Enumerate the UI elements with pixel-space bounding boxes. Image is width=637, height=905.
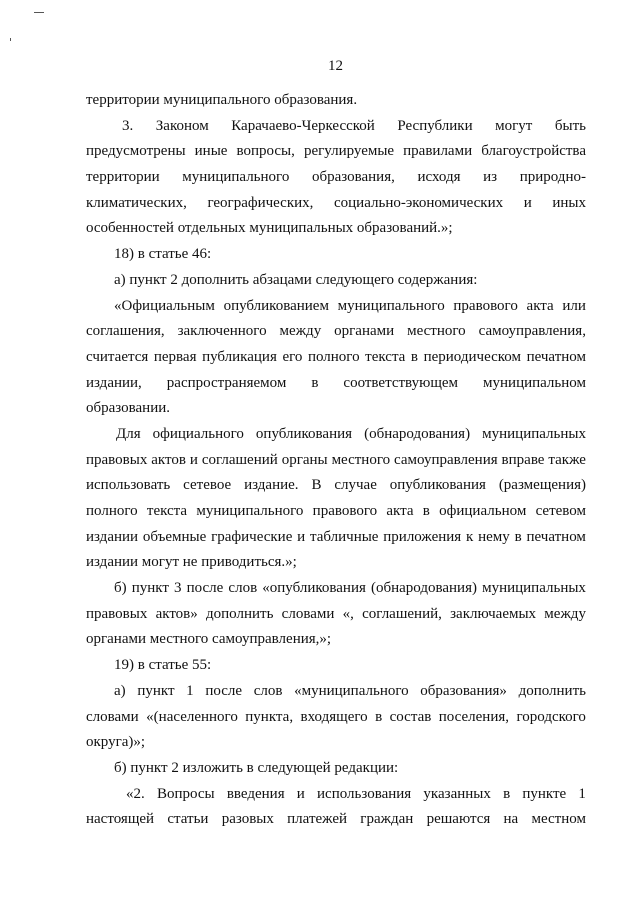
word: Законом	[155, 117, 209, 134]
word: слов	[253, 682, 283, 699]
word: в	[311, 374, 319, 391]
word: географических,	[207, 194, 314, 211]
text-line	[86, 139, 586, 165]
word: местном	[531, 811, 586, 828]
word: «Официальным	[114, 297, 215, 314]
word: В	[311, 477, 322, 494]
word: 3	[174, 580, 182, 597]
word: дополнить	[518, 682, 586, 699]
text-line	[86, 602, 586, 628]
word: пункте	[522, 785, 567, 802]
word: также	[548, 451, 586, 468]
word: (размещения)	[498, 477, 586, 494]
text-line: 19) в статье 55:	[114, 657, 212, 674]
text-line	[86, 525, 586, 551]
word: словами	[86, 708, 139, 725]
word: акта	[386, 503, 414, 519]
word: в	[410, 348, 419, 365]
word: нему	[478, 528, 510, 545]
text-line: территории муниципального образования.	[86, 92, 358, 108]
text-line: 18) в статье 46:	[114, 246, 212, 263]
word: дополнить	[206, 605, 274, 622]
word: приложения	[383, 528, 462, 545]
word: состав	[389, 708, 432, 725]
text-line	[86, 191, 586, 217]
word: полного	[307, 348, 360, 365]
word: Для	[116, 425, 141, 442]
word: слов	[228, 580, 258, 597]
word: объемные	[142, 528, 207, 545]
word: заключаемых	[450, 605, 537, 622]
word: введения	[226, 785, 285, 802]
text-line	[86, 371, 586, 397]
word: актов	[151, 451, 186, 468]
word: настоящей	[86, 811, 155, 828]
word: климатических,	[86, 194, 187, 211]
word: природно-	[519, 169, 586, 186]
word: органами	[334, 323, 395, 340]
word: публикация	[202, 348, 277, 365]
word: между	[279, 323, 322, 340]
word: или	[562, 297, 586, 314]
word: «муниципального	[294, 682, 409, 699]
word: (обнародования)	[364, 425, 471, 442]
word: случае	[334, 477, 377, 494]
text-line	[86, 782, 586, 808]
word: между	[544, 605, 586, 622]
word: органы	[281, 451, 328, 468]
word: разовых	[221, 811, 274, 828]
word: использовать	[86, 477, 171, 494]
word: муниципального	[196, 503, 304, 519]
text-line	[86, 165, 586, 191]
word: словами	[281, 605, 335, 622]
word: печатном	[526, 348, 586, 365]
word: опубликования	[389, 477, 486, 494]
word: иные	[194, 143, 228, 160]
text-line: б) пункт 2 изложить в следующей редакции:	[114, 759, 399, 776]
word: в	[375, 708, 383, 725]
word: графические	[211, 528, 293, 545]
word: входящего	[300, 708, 368, 725]
word: актов»	[155, 605, 198, 622]
word: правового	[312, 503, 378, 519]
word: «2.	[126, 785, 145, 802]
word: в	[422, 503, 430, 519]
word: периодическом	[423, 348, 521, 365]
word: 3.	[122, 117, 134, 134]
word: правового	[453, 297, 518, 314]
word: «опубликования	[262, 580, 366, 597]
word: Республики	[397, 117, 473, 134]
word: в	[503, 785, 511, 802]
word: опубликования	[255, 425, 353, 442]
word: текста	[365, 348, 406, 365]
word: и	[297, 528, 306, 545]
word: территории	[86, 169, 160, 186]
word: после	[205, 682, 243, 699]
word: местного	[331, 451, 391, 468]
word: использования	[317, 785, 412, 802]
word: правовых	[86, 605, 148, 622]
text-line	[86, 499, 586, 525]
word: опубликованием	[223, 297, 329, 314]
word: вправе	[501, 451, 545, 468]
word: правилами	[403, 143, 473, 160]
text-line: особенностей отдельных муниципальных образований.»;	[86, 220, 453, 237]
word: образования»	[420, 682, 507, 699]
word: сетевом	[535, 503, 586, 519]
text-line	[86, 114, 586, 140]
word: соглашений	[201, 451, 278, 468]
word: «(населенного	[146, 708, 238, 725]
word: муниципального	[182, 169, 290, 186]
word: и	[296, 785, 305, 802]
word: соглашений,	[362, 605, 442, 622]
word: иных	[552, 194, 586, 211]
word: «,	[342, 605, 354, 622]
word: правовых	[86, 451, 148, 468]
scan-mark	[34, 12, 44, 13]
text-line	[86, 448, 586, 474]
word: официального	[152, 425, 244, 442]
text-line	[86, 345, 586, 371]
text-line	[86, 473, 586, 499]
text-line	[86, 576, 586, 602]
word: 1	[578, 785, 586, 802]
word: текста	[146, 503, 188, 519]
text-line: округа)»;	[86, 734, 146, 751]
word: первая	[153, 348, 197, 365]
word: муниципальных	[482, 425, 586, 442]
word: табличные	[309, 528, 379, 545]
word: и	[523, 194, 532, 211]
word: (обнародования)	[370, 580, 477, 597]
document-body	[86, 88, 586, 833]
word: издание.	[244, 477, 299, 494]
word: заключенного	[177, 323, 267, 340]
word: соответствующем	[343, 374, 459, 391]
word: самоуправления	[394, 451, 498, 468]
text-line: а) пункт 2 дополнить абзацами следующего содержания:	[114, 271, 478, 288]
word: городского	[516, 708, 586, 725]
word: решаются	[426, 811, 491, 828]
scan-mark	[10, 38, 11, 41]
word: муниципальном	[483, 374, 586, 391]
word: полного	[86, 503, 138, 519]
text-line	[86, 679, 586, 705]
word: распространяемом	[166, 374, 287, 391]
word: вопросы,	[236, 143, 295, 160]
word: статьи	[167, 811, 209, 828]
word: из	[483, 169, 498, 186]
word: акта	[526, 297, 554, 314]
word: б)	[114, 580, 127, 597]
word: сетевое	[183, 477, 232, 494]
word: могут	[495, 117, 533, 134]
word: благоустройства	[481, 143, 586, 160]
text-line	[86, 422, 586, 448]
word: 1	[186, 682, 194, 699]
word: исходя	[417, 169, 461, 186]
word: на	[503, 811, 519, 828]
word: пункт	[137, 682, 175, 699]
word: Вопросы	[156, 785, 215, 802]
word: и	[189, 451, 198, 468]
word: издании,	[86, 374, 142, 391]
text-line: издании могут не приводиться.»;	[86, 554, 297, 571]
word: а)	[114, 682, 126, 699]
word: социально-экономических	[334, 194, 504, 211]
page-number: 12	[328, 58, 343, 74]
text-line: органами местного самоуправления,»;	[86, 631, 332, 648]
word: муниципального	[337, 297, 445, 314]
word: быть	[554, 117, 586, 134]
word: регулируемые	[303, 143, 395, 160]
word: после	[186, 580, 224, 597]
text-line	[86, 319, 586, 345]
word: предусмотрены	[86, 143, 186, 160]
word: платежей	[287, 811, 348, 828]
word: Карачаево-Черкесской	[231, 117, 375, 134]
word: пункта,	[245, 708, 294, 725]
word: соглашения,	[86, 323, 165, 340]
word: муниципальных	[482, 580, 586, 597]
word: образования,	[311, 169, 395, 186]
word: к	[466, 528, 474, 545]
word: печатном	[526, 528, 586, 545]
text-line	[86, 705, 586, 731]
word: считается	[86, 348, 149, 365]
word: граждан	[360, 811, 414, 828]
text-line	[86, 294, 586, 320]
word: местного	[407, 323, 466, 340]
word: поселения,	[438, 708, 510, 725]
word: указанных	[423, 785, 491, 802]
word: официальном	[439, 503, 527, 519]
text-line: образовании.	[86, 400, 171, 417]
word: пункт	[131, 580, 169, 597]
word: его	[282, 348, 303, 365]
word: в	[514, 528, 522, 545]
word: издании	[86, 528, 139, 545]
text-line	[86, 807, 586, 833]
word: самоуправления,	[478, 323, 586, 340]
